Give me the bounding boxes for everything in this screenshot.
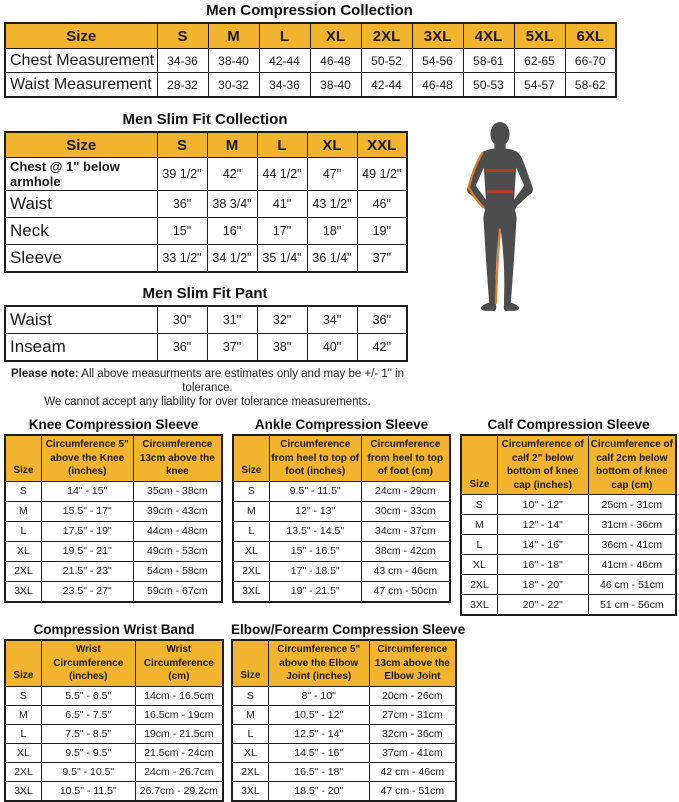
- value-cell: 38-40: [310, 73, 361, 98]
- value-cell: 37": [357, 245, 407, 273]
- value-cell: 36cm - 41cm: [588, 535, 676, 555]
- table-row: [5, 245, 407, 273]
- column-header: 6XL: [565, 23, 616, 49]
- value-cell: 43 1/2": [307, 191, 357, 218]
- value-cell: 26.7cm - 29.2cm: [135, 781, 223, 801]
- value-cell: 16" - 18": [497, 555, 588, 575]
- elbow-forearm-compression-sleeve-title: Elbow/Forearm Compression Sleeve: [231, 622, 466, 637]
- row-label-cell: Chest Measurement: [5, 49, 157, 73]
- value-cell: 36": [157, 191, 207, 218]
- value-cell: 24cm - 29cm: [361, 481, 450, 501]
- value-cell: 19" - 21.5": [269, 581, 361, 602]
- men-slim-fit-pant-table: [4, 305, 408, 362]
- value-cell: 17.5" - 19": [41, 521, 133, 541]
- value-cell: 38-40: [208, 49, 259, 73]
- value-cell: 50-53: [463, 73, 514, 98]
- value-cell: 18.5" - 20": [268, 781, 369, 801]
- row-label-cell: XL: [5, 743, 41, 762]
- value-cell: 46-48: [310, 49, 361, 73]
- value-cell: 47 cm - 50cm: [361, 581, 450, 602]
- row-label-cell: 2XL: [233, 561, 269, 581]
- table-row: [233, 581, 450, 602]
- column-header: M: [207, 132, 257, 158]
- value-cell: 14" - 15": [41, 481, 133, 501]
- value-cell: 15" - 16.5": [269, 541, 361, 561]
- column-header: 3XL: [412, 23, 463, 49]
- value-cell: 51 cm - 56cm: [588, 595, 676, 616]
- value-cell: 58-62: [565, 73, 616, 98]
- column-header: Circumference of calf 2cm below bottom of knee cap (cm): [588, 435, 676, 495]
- compression-wrist-band-table: [4, 639, 224, 802]
- table-row: [5, 762, 223, 781]
- value-cell: 42 cm - 46cm: [369, 762, 456, 781]
- value-cell: 34-36: [259, 73, 310, 98]
- knee-compression-sleeve-section: [4, 417, 223, 603]
- value-cell: 42-44: [361, 73, 412, 98]
- table-row: [5, 218, 407, 245]
- column-header: Circumference 13cm above the knee: [133, 435, 222, 481]
- table-row: [5, 158, 407, 191]
- note-bold-prefix: Please note:: [10, 368, 79, 380]
- ankle-compression-sleeve-section: [232, 417, 451, 603]
- value-cell: 20cm - 26cm: [369, 686, 456, 705]
- value-cell: 36 1/4": [307, 245, 357, 273]
- value-cell: 10.5" - 11.5": [41, 781, 135, 801]
- knee-compression-sleeve-table: [4, 434, 223, 603]
- row-label-cell: Waist: [5, 191, 157, 218]
- ankle-compression-sleeve-title: Ankle Compression Sleeve: [254, 417, 429, 432]
- value-cell: 14.5" - 16": [268, 743, 369, 762]
- row-label-cell: Neck: [5, 218, 157, 245]
- value-cell: 28-32: [157, 73, 208, 98]
- row-label-cell: L: [5, 724, 41, 743]
- table-row: [5, 521, 222, 541]
- table-row: [232, 705, 456, 724]
- value-cell: 36": [157, 334, 207, 362]
- value-cell: 44cm - 48cm: [133, 521, 222, 541]
- value-cell: 66-70: [565, 49, 616, 73]
- row-label-cell: 3XL: [233, 581, 269, 602]
- value-cell: 20" - 22": [497, 595, 588, 616]
- value-cell: 39cm - 43cm: [133, 501, 222, 521]
- value-cell: 34-36: [157, 49, 208, 73]
- column-header: 2XL: [361, 23, 412, 49]
- value-cell: 37cm - 41cm: [369, 743, 456, 762]
- compression-wrist-band-section: [4, 622, 224, 802]
- value-cell: 18": [307, 218, 357, 245]
- header-row: [232, 640, 456, 686]
- note-line2: We cannot accept any liability for over tolerance measurements.: [44, 396, 371, 408]
- column-header: Size: [5, 23, 157, 49]
- value-cell: 5.5" - 6.5": [41, 686, 135, 705]
- row-label-cell: S: [5, 686, 41, 705]
- row-label-cell: S: [5, 481, 41, 501]
- sleeve-tables-row: [4, 417, 679, 616]
- table-row: [461, 515, 676, 535]
- column-header: XXL: [357, 132, 407, 158]
- value-cell: 30-32: [208, 73, 259, 98]
- row-label-cell: XL: [5, 541, 41, 561]
- value-cell: 54-56: [412, 49, 463, 73]
- men-slim-fit-pant-title: Men Slim Fit Pant: [142, 285, 268, 302]
- value-cell: 9.5" - 11.5": [269, 481, 361, 501]
- men-compression-collection-title: Men Compression Collection: [206, 2, 413, 19]
- row-label-cell: Chest @ 1" below armhole: [5, 158, 157, 191]
- value-cell: 46 cm - 51cm: [588, 575, 676, 595]
- row-label-cell: M: [461, 515, 497, 535]
- column-header: Circumference of calf 2" below bottom of knee cap (inches): [497, 435, 588, 495]
- value-cell: 46-48: [412, 73, 463, 98]
- table-row: [461, 555, 676, 575]
- value-cell: 9.5" - 9.5": [41, 743, 135, 762]
- value-cell: 40": [307, 334, 357, 362]
- bottom-tables-row: [4, 622, 679, 802]
- value-cell: 14" - 16": [497, 535, 588, 555]
- column-header: Size: [233, 435, 269, 481]
- header-row: [5, 640, 223, 686]
- column-header: Size: [461, 435, 497, 495]
- row-label-cell: 2XL: [5, 561, 41, 581]
- table-row: [461, 495, 676, 515]
- table-row: [232, 762, 456, 781]
- value-cell: 62-65: [514, 49, 565, 73]
- man-silhouette-figure: [441, 121, 561, 323]
- table-row: [233, 521, 450, 541]
- table-row: [232, 743, 456, 762]
- table-row: [5, 191, 407, 218]
- table-row: [5, 334, 407, 362]
- row-label-cell: 3XL: [461, 595, 497, 616]
- table-row: [233, 561, 450, 581]
- value-cell: 17": [257, 218, 307, 245]
- row-label-cell: 3XL: [232, 781, 268, 801]
- value-cell: 18" - 20": [497, 575, 588, 595]
- value-cell: 7.5" - 8.5": [41, 724, 135, 743]
- value-cell: 16": [207, 218, 257, 245]
- header-row: [5, 435, 222, 481]
- value-cell: 38cm - 42cm: [361, 541, 450, 561]
- value-cell: 43 cm - 46cm: [361, 561, 450, 581]
- value-cell: 12" - 14": [497, 515, 588, 535]
- value-cell: 47 cm - 51cm: [369, 781, 456, 801]
- value-cell: 38": [257, 334, 307, 362]
- value-cell: 19.5" - 21": [41, 541, 133, 561]
- value-cell: 33 1/2": [157, 245, 207, 273]
- value-cell: 44 1/2": [257, 158, 307, 191]
- row-label-cell: XL: [232, 743, 268, 762]
- row-label-cell: L: [5, 521, 41, 541]
- column-header: XL: [310, 23, 361, 49]
- value-cell: 17" - 18.5": [269, 561, 361, 581]
- value-cell: 30": [157, 306, 207, 334]
- row-label-cell: Waist Measurement: [5, 73, 157, 98]
- men-slim-fit-collection-title: Men Slim Fit Collection: [122, 111, 288, 128]
- row-label-cell: M: [232, 705, 268, 724]
- value-cell: 41cm - 46cm: [588, 555, 676, 575]
- calf-compression-sleeve-section: [460, 417, 677, 616]
- header-row: [461, 435, 676, 495]
- column-header: XL: [307, 132, 357, 158]
- column-header: Wrist Circumference (inches): [41, 640, 135, 686]
- value-cell: 41": [257, 191, 307, 218]
- row-label-cell: 2XL: [232, 762, 268, 781]
- compression-wrist-band-title: Compression Wrist Band: [33, 622, 195, 637]
- value-cell: 46": [357, 191, 407, 218]
- table-row: [232, 724, 456, 743]
- column-header: Circumference 5" above the Elbow Joint (inches): [268, 640, 369, 686]
- header-row: [5, 23, 616, 49]
- elbow-forearm-compression-sleeve-table: [231, 639, 457, 802]
- row-label-cell: M: [5, 705, 41, 724]
- column-header: L: [259, 23, 310, 49]
- value-cell: 23.5" - 27": [41, 581, 133, 602]
- row-label-cell: S: [461, 495, 497, 515]
- calf-compression-sleeve-table: [460, 434, 677, 616]
- table-row: [5, 724, 223, 743]
- column-header: Circumference from heel to top of foot (cm): [361, 435, 450, 481]
- value-cell: 47": [307, 158, 357, 191]
- value-cell: 34 1/2": [207, 245, 257, 273]
- table-row: [5, 501, 222, 521]
- value-cell: 21.5cm - 24cm: [135, 743, 223, 762]
- table-row: [5, 541, 222, 561]
- man-silhouette: [441, 121, 559, 323]
- column-header: Size: [232, 640, 268, 686]
- value-cell: 10" - 12": [497, 495, 588, 515]
- row-label-cell: XL: [461, 555, 497, 575]
- table-row: [5, 743, 223, 762]
- value-cell: 49 1/2": [357, 158, 407, 191]
- value-cell: 54cm - 58cm: [133, 561, 222, 581]
- value-cell: 42-44: [259, 49, 310, 73]
- row-label-cell: Waist: [5, 306, 157, 334]
- table-row: [5, 73, 616, 98]
- row-label-cell: L: [232, 724, 268, 743]
- value-cell: 13.5" - 14.5": [269, 521, 361, 541]
- row-label-cell: Inseam: [5, 334, 157, 362]
- value-cell: 32cm - 36cm: [369, 724, 456, 743]
- value-cell: 39 1/2": [157, 158, 207, 191]
- column-header: Size: [5, 640, 41, 686]
- row-label-cell: L: [233, 521, 269, 541]
- row-label-cell: 3XL: [5, 581, 41, 602]
- row-label-cell: S: [233, 481, 269, 501]
- men-compression-collection-table: [4, 22, 617, 98]
- value-cell: 9.5" - 10.5": [41, 762, 135, 781]
- value-cell: 54-57: [514, 73, 565, 98]
- value-cell: 49cm - 53cm: [133, 541, 222, 561]
- table-row: [5, 705, 223, 724]
- table-row: [233, 541, 450, 561]
- value-cell: 38 3/4": [207, 191, 257, 218]
- value-cell: 36": [357, 306, 407, 334]
- value-cell: 15": [157, 218, 207, 245]
- table-row: [5, 49, 616, 73]
- value-cell: 12" - 13": [269, 501, 361, 521]
- value-cell: 31cm - 36cm: [588, 515, 676, 535]
- value-cell: 32": [257, 306, 307, 334]
- row-label-cell: M: [233, 501, 269, 521]
- knee-compression-sleeve-title: Knee Compression Sleeve: [28, 417, 199, 432]
- table-row: [5, 306, 407, 334]
- calf-compression-sleeve-title: Calf Compression Sleeve: [487, 417, 650, 432]
- value-cell: 14cm - 16.5cm: [135, 686, 223, 705]
- column-header: S: [157, 23, 208, 49]
- table-row: [5, 581, 222, 602]
- row-label-cell: XL: [233, 541, 269, 561]
- row-label-cell: L: [461, 535, 497, 555]
- value-cell: 16.5" - 18": [268, 762, 369, 781]
- column-header: 5XL: [514, 23, 565, 49]
- header-row: [5, 132, 407, 158]
- value-cell: 50-52: [361, 49, 412, 73]
- value-cell: 10.5" - 12": [268, 705, 369, 724]
- column-header: Circumference 13cm above the Elbow Joint: [369, 640, 456, 686]
- value-cell: 35 1/4": [257, 245, 307, 273]
- men-slim-fit-collection-table: [4, 131, 408, 273]
- value-cell: 37": [207, 334, 257, 362]
- column-header: 4XL: [463, 23, 514, 49]
- value-cell: 12.5" - 14": [268, 724, 369, 743]
- column-header: Circumference 5" above the Knee (inches): [41, 435, 133, 481]
- elbow-forearm-compression-sleeve-section: [231, 622, 465, 802]
- column-header: M: [208, 23, 259, 49]
- table-row: [461, 535, 676, 555]
- table-row: [5, 686, 223, 705]
- header-row: [233, 435, 450, 481]
- value-cell: 19cm - 21.5cm: [135, 724, 223, 743]
- value-cell: 30cm - 33cm: [361, 501, 450, 521]
- column-header: Size: [5, 435, 41, 481]
- note-line1: All above measurments are estimates only and may be +/- 1" in tolerance.: [78, 368, 405, 394]
- row-label-cell: 2XL: [461, 575, 497, 595]
- table-row: [232, 781, 456, 801]
- value-cell: 16.5cm - 19cm: [135, 705, 223, 724]
- table-row: [461, 575, 676, 595]
- table-row: [233, 501, 450, 521]
- value-cell: 6.5" - 7.5": [41, 705, 135, 724]
- value-cell: 15.5" - 17": [41, 501, 133, 521]
- tolerance-note: [0, 367, 415, 409]
- table-row: [233, 481, 450, 501]
- column-header: L: [257, 132, 307, 158]
- value-cell: 59cm - 67cm: [133, 581, 222, 602]
- value-cell: 42": [207, 158, 257, 191]
- row-label-cell: 2XL: [5, 762, 41, 781]
- value-cell: 42": [357, 334, 407, 362]
- row-label-cell: S: [232, 686, 268, 705]
- value-cell: 25cm - 31cm: [588, 495, 676, 515]
- value-cell: 24cm - 26.7cm: [135, 762, 223, 781]
- column-header: Size: [5, 132, 157, 158]
- value-cell: 8" - 10": [268, 686, 369, 705]
- row-label-cell: Sleeve: [5, 245, 157, 273]
- row-label-cell: 3XL: [5, 781, 41, 801]
- row-label-cell: M: [5, 501, 41, 521]
- column-header: Wrist Circumference (cm): [135, 640, 223, 686]
- value-cell: 34cm - 37cm: [361, 521, 450, 541]
- size-chart-page: [0, 1, 679, 797]
- table-row: [5, 561, 222, 581]
- value-cell: 35cm - 38cm: [133, 481, 222, 501]
- value-cell: 31": [207, 306, 257, 334]
- table-row: [232, 686, 456, 705]
- value-cell: 34": [307, 306, 357, 334]
- ankle-compression-sleeve-table: [232, 434, 451, 603]
- value-cell: 58-61: [463, 49, 514, 73]
- table-row: [461, 595, 676, 616]
- value-cell: 21.5" - 23": [41, 561, 133, 581]
- table-row: [5, 481, 222, 501]
- column-header: Circumference from heel to top of foot (inches): [269, 435, 361, 481]
- table-row: [5, 781, 223, 801]
- value-cell: 19": [357, 218, 407, 245]
- value-cell: 27cm - 31cm: [369, 705, 456, 724]
- column-header: S: [157, 132, 207, 158]
